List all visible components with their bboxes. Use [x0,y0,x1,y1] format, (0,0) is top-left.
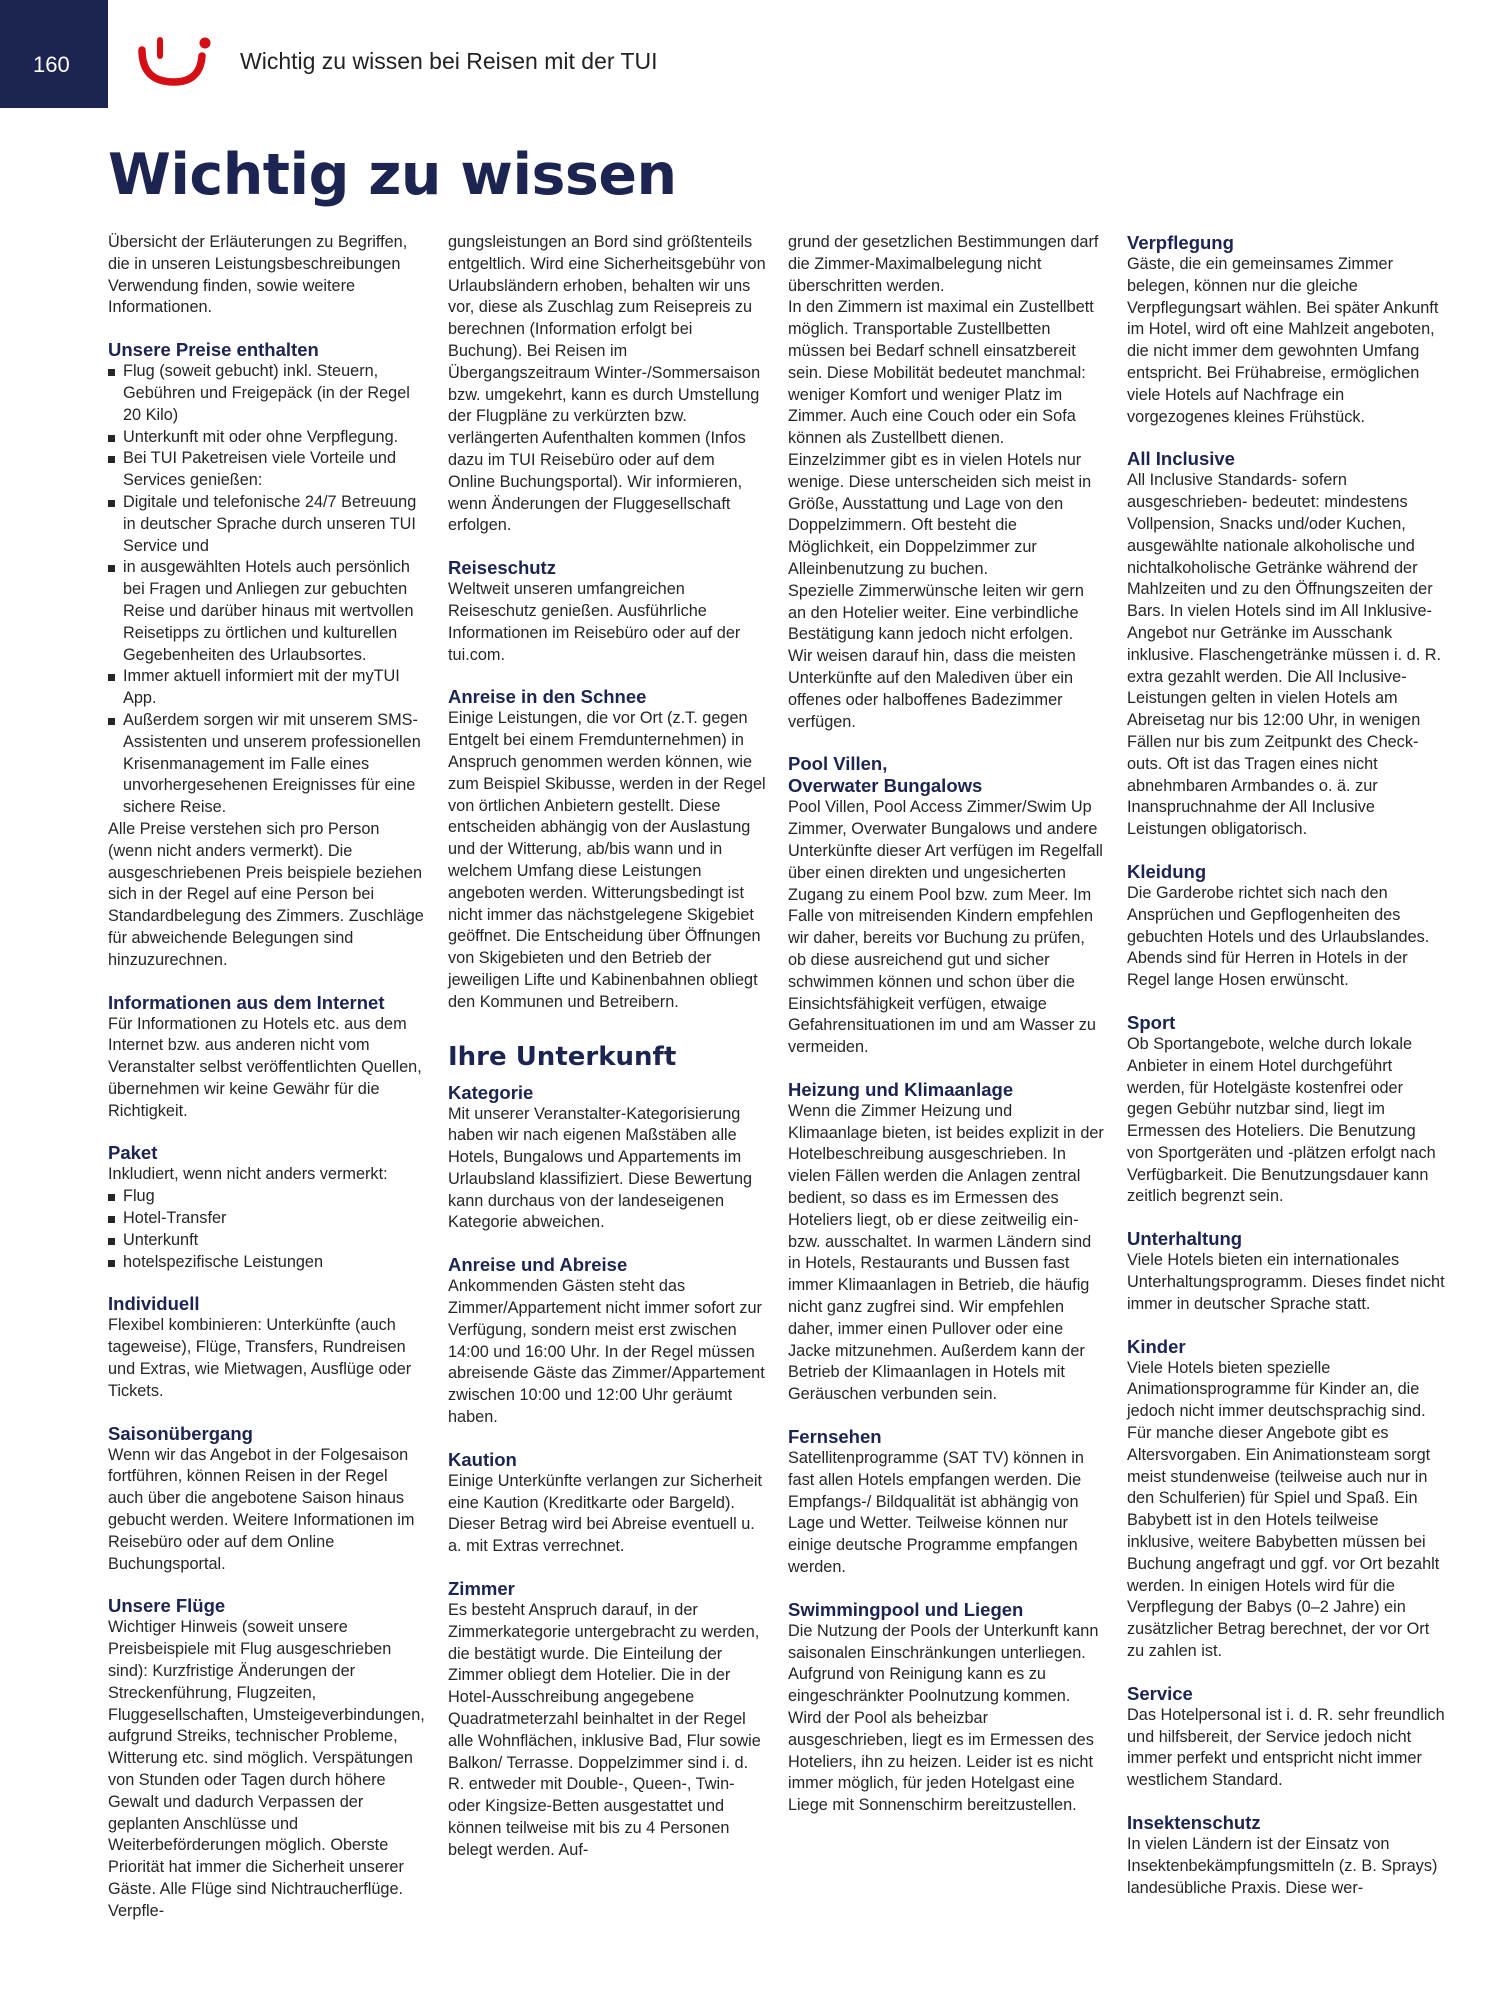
page-number: 160 [33,52,70,77]
section-text: Ankommenden Gästen steht das Zimmer/Appartement nicht immer sofort zur Verfügung, sondern meist erst zwischen 14:00 und 16:00 Uhr. In der Regel müssen abreisende Gäste das Zimmer/Appartement zwischen 10:00 und 12:00 Uhr geräumt haben. [448,1277,765,1427]
list-item: Unterkunft mit oder ohne Verpflegung. [108,427,426,449]
section-title: Kleidung [1127,860,1207,882]
list-item: Bei TUI Paketreisen viele Vorteile und Services genießen: [108,448,426,492]
section-text: Viele Hotels bieten ein internationales Unterhaltungsprogramm. Dieses findet nicht immer in deutscher Sprache statt. [1127,1251,1445,1313]
section-title: Sport [1127,1011,1176,1033]
section-pool [788,1599,1106,1817]
section-text: Alle Preise verstehen sich pro Person (wenn nicht anders vermerkt). Die ausgeschriebenen Preis beispiele beziehen sich in der Regel auf eine Person bei Standardbelegung des Zimmers. Zuschläge für abweichende Belegungen sind hinzuzurechnen. [108,819,424,969]
section-individuell [108,1293,426,1402]
section-text: Pool Villen, Pool Access Zimmer/Swim Up Zimmer, Overwater Bungalows und andere Unterkünfte dieser Art verfügen im Regelfall über einen direkten und ungesicherten Zugang zu einem Pool bzw. zum Meer. Im Falle von mitreisenden Kindern empfehlen wir daher, bereits vor Buchung zu prüfen, ob diese ausreichend gut und sicher schwimmen können und schon über die Einsichtsfähigkeit verfügen, etwaige Gefahrensituationen im und am Wasser zu vermeiden. [788,798,1103,1057]
section-heizung [788,1079,1106,1406]
section-text: Wenn wir das Angebot in der Folgesaison fortführen, können Reisen in der Regel auch über die angebotene Saison hinaus gebucht werden. Weitere Informationen im Reisebüro oder auf dem Online Buchungsportal. [108,1445,415,1573]
section-internet [108,992,426,1123]
section-text: Wir weisen darauf hin, dass die meisten Unterkünfte auf den Malediven über ein offenes oder halboffenes Badezimmer verfügen. [788,647,1076,731]
section-title: Swimmingpool und Liegen [788,1598,1024,1620]
section-text: gungsleistungen an Bord sind größtenteils entgeltlich. Wird eine Sicherheitsgebühr von Urlaubsländern erhoben, behalten wir uns vor, diese als Zuschlag zum Reisepreis zu berechnen (Information erfolgt bei Buchung). Bei Reisen im Übergangszeitraum Winter-/Sommersaison bzw. umgekehrt, kann es durch Umstellung der Flugpläne zu verkürzten bzw. verlängerten Aufenthalten kommen (Infos dazu im TUI Reisebüro oder auf dem Online Buchungsportal). Wir informieren, wenn Änderungen der Fluggesellschaft erfolgen. [448,233,766,535]
section-kinder [1127,1336,1445,1663]
list-item: in ausgewählten Hotels auch persönlich bei Fragen und Anliegen zur gebuchten Reise und darüber hinaus mit wertvollen Reisetipps zu örtlichen und kulturellen Gegebenheiten des Urlaubsortes. [108,557,426,666]
section-fluege [108,1595,426,1922]
list-item: Unterkunft [108,1230,426,1252]
section-title: Individuell [108,1293,200,1315]
section-verpflegung [1127,232,1445,428]
section-unterkunft [448,1042,766,1235]
section-schnee [448,686,766,1013]
section-title: Unterhaltung [1127,1228,1243,1250]
section-text: Das Hotelpersonal ist i. d. R. sehr freundlich und hilfsbereit, der Service jedoch nicht immer perfekt und entspricht nicht immer westlichem Standard. [1127,1705,1445,1790]
section-title: Fernsehen [788,1426,882,1448]
section-text: In den Zimmern ist maximal ein Zustellbett möglich. Transportable Zustellbetten müssen bei Bedarf schnell einsatzbereit sein. Diese Mobilität bedeutet manchmal: weniger Komfort und weniger Platz im Zimmer. Auch eine Couch oder ein Sofa können als Zustellbett dienen. [788,298,1094,448]
section-text: Es besteht Anspruch darauf, in der Zimmerkategorie untergebracht zu werden, die bestätigt wurde. Die Einteilung der Zimmer obliegt dem Hotelier. Die in der Hotel-Ausschreibung angegebene Quadratmeterzahl beinhaltet in der Regel alle Wohnflächen, inklusive Bad, Flur sowie Balkon/ Terrasse. Doppelzimmer sind i. d. R. entweder mit Double-, Queen-, Twin- oder Kingsize-Betten ausgestattet und können teilweise mit bis zu 4 Personen belegt werden. Auf- [448,1601,761,1859]
column-4 [1127,232,1445,1899]
section-title: Anreise in den Schnee [448,686,647,708]
section-sport [1127,1012,1445,1208]
section-title: Pool Villen, [788,753,888,775]
section-text: Inkludiert, wenn nicht anders vermerkt: [108,1165,388,1184]
section-title: Kategorie [448,1081,534,1103]
section-title: Unsere Flüge [108,1595,226,1617]
section-paket [108,1142,426,1273]
section-text: Die Nutzung der Pools der Unterkunft kann saisonalen Einschränkungen unterliegen. Aufgrund von Reinigung kann es zu eingeschränkter Poolnutzung kommen. Wird der Pool als beheizbar ausgeschrieben, liegt es im Ermessen des Hoteliers, ihn zu heizen. Leider ist es nicht immer möglich, für jeden Hotelgast eine Liege mit Sonnenschirm bereitzustellen. [788,1621,1099,1815]
page-title: Wichtig zu wissen [108,142,677,208]
section-title: Overwater Bungalows [788,775,983,797]
list-item: Digitale und telefonische 24/7 Betreuung in deutscher Sprache durch unseren TUI Service und [108,492,426,557]
list-item: hotelspezifische Leistungen [108,1252,426,1274]
list-item: Flug [108,1186,426,1208]
section-text: All Inclusive Standards- sofern ausgeschrieben- bedeutet: mindestens Vollpension, Snacks und/oder Kuchen, ausgewählte nationale alkoholische und nichtalkoholische Getränke während der Mahlzeiten und zu den Öffnungszeiten der Bars. In vielen Hotels sind im All Inklusive-Angebot nur Getränke im Ausschank inklusive. Flaschengetränke müssen i. d. R. extra gezahlt werden. Die All Inclusive- Leistungen gelten in vielen Hotels am Abreisetag nur bis 12:00 Uhr, in wenigen Fällen nur bis zum Zeitpunkt des Check-outs. Oft ist das Tragen eines nicht abnehmbaren Armbandes o. ä. zur Inanspruchnahme der All Inclusive Leistungen obligatorisch. [1127,471,1442,839]
section-text: Wenn die Zimmer Heizung und Klimaanlage bieten, ist beides explizit in der Hotelbeschreibung ausgeschrieben. In vielen Fällen werden die Anlagen zentral bedient, so dass es im Ermessen des Hoteliers liegt, ob er diese zeitweilig ein- bzw. ausschaltet. In warmen Ländern sind in Hotels, Restaurants und Bussen fast immer Klimaanlagen in Betrieb, die häufig nicht ganz zugfrei sind. Wir empfehlen daher, immer einen Pullover oder eine Jacke mitzunehmen. Außerdem kann der Betrieb der Klimaanlagen in Hotels mit Geräuschen verbunden sein. [788,1101,1104,1404]
section-title: Reiseschutz [448,557,556,579]
section-preise [108,339,426,971]
section-title: Kinder [1127,1335,1186,1357]
column-3 [788,232,1106,1817]
section-saison [108,1423,426,1576]
section-title: Anreise und Abreise [448,1254,628,1276]
section-text: Ob Sportangebote, welche durch lokale Anbieter in einem Hotel durchgeführt werden, für Hotelgäste kostenfrei oder gegen Gebühr nutzbar sind, liegt im Ermessen des Hoteliers. Die Benutzung von Sportgeräten und -plätzen erfolgt nach Verfügbarkeit. Die Benutzungsdauer kann zeitlich begrenzt sein. [1127,1034,1436,1206]
section-title: All Inclusive [1127,448,1235,470]
section-title: Paket [108,1142,158,1164]
list-item: Hotel-Transfer [108,1208,426,1230]
paket-list [108,1186,426,1273]
section-title: Zimmer [448,1578,515,1600]
intro-text: Übersicht der Erläuterungen zu Begriffen, die in unseren Leistungsbeschreibungen Verwendung finden, sowie weitere Informationen. [108,233,408,317]
section-text: Gäste, die ein gemeinsames Zimmer belegen, können nur die gleiche Verpflegungsart wählen. Bei später Ankunft im Hotel, wird oft eine Mahlzeit angeboten, die nicht immer dem gewohnten Umfang entspricht. Bei Frühabreise, ermöglichen viele Hotels auf Nachfrage ein vorgezogenes kleines Frühstück. [1127,255,1439,426]
section-title: Verpflegung [1127,232,1234,253]
list-item: Außerdem sorgen wir mit unserem SMS-Assistenten und unserem professionellen Krisenmanagement im Falle eines unvorhergesehenen Ereignisses für eine sichere Reise. [108,710,426,819]
section-text: Flexibel kombinieren: Unterkünfte (auch tageweise), Flüge, Transfers, Rundreisen und Extras, wie Mietwagen, Ausflüge oder Tickets. [108,1316,412,1400]
section-anreise [448,1254,766,1429]
header-title: Wichtig zu wissen bei Reisen mit der TUI [240,48,658,74]
section-title: Informationen aus dem Internet [108,991,385,1013]
section-title: Kaution [448,1448,517,1470]
preise-list [108,361,426,819]
section-text: Für Informationen zu Hotels etc. aus dem Internet bzw. aus anderen nicht vom Veranstalter selbst veröffentlichten Quellen, übernehmen wir keine Gewähr für die Richtigkeit. [108,1014,422,1120]
section-title: Insektenschutz [1127,1812,1261,1834]
section-all-inclusive [1127,448,1445,841]
section-text: In vielen Ländern ist der Einsatz von Insektenbekämpfungsmitteln (z. B. Sprays) landesübliche Praxis. Diese wer- [1127,1835,1438,1897]
section-title: Service [1127,1682,1193,1704]
list-item: Immer aktuell informiert mit der myTUI App. [108,666,426,710]
subheading: Ihre Unterkunft [448,1041,677,1072]
section-text: Mit unserer Veranstalter-Kategorisierung haben wir nach eigenen Maßstäben alle Hotels, Bungalows und Appartements im Urlaubsland klassifiziert. Diese Bewertung kann durchaus von der landeseigenen Kategorie abweichen. [448,1104,753,1232]
section-text: Wichtiger Hinweis (soweit unsere Preisbeispiele mit Flug ausgeschrieben sind): Kurzfristige Änderungen der Streckenführung, Flugzeiten, Fluggesellschaften, Umsteigeverbindungen, aufgrund Streiks, technischer Probleme, Witterung etc. sind möglich. Verspätungen von Stunden oder Tagen durch höhere Gewalt und dadurch Verpassen der geplanten Anschlüsse und Weiterbeförderungen möglich. Oberste Priorität hat immer die Sicherheit unserer Gäste. Alle Flüge sind Nichtraucherflüge. Verpfle- [108,1618,425,1920]
column-1 [108,232,426,1923]
section-text: grund der gesetzlichen Bestimmungen darf die Zimmer-Maximalbelegung nicht überschritten werden. [788,233,1099,295]
section-pool-villen [788,753,1106,1059]
section-text: Spezielle Zimmerwünsche leiten wir gern an den Hotelier weiter. Eine verbindliche Bestätigung kann jedoch nicht erfolgen. [788,581,1084,644]
section-fernsehen [788,1426,1106,1579]
section-zimmer [448,1578,766,1862]
section-kleidung [1127,861,1445,992]
section-text: Viele Hotels bieten spezielle Animationsprogramme für Kinder an, die jedoch nicht immer deutschsprachig sind. Für manche dieser Angebote gibt es Altersvorgaben. Ein Animationsteam sorgt meist stundenweise (teilweise auch nur in den Schulferien) für Spiel und Spaß. Ein Babybett ist in den Hotels teilweise inklusive, weitere Babybetten müssen bei Buchung angefragt und ggf. vor Ort bezahlt werden. In einigen Hotels wird für die Verpflegung der Babys (0–2 Jahre) ein zusätzlicher Betrag berechnet, der vor Ort zu zahlen ist. [1127,1358,1440,1661]
section-text: Einige Leistungen, die vor Ort (z.T. gegen Entgelt bei einem Fremdunternehmen) in Anspruch genommen werden können, wie zum Beispiel Skibusse, werden in der Regel von örtlichen Anbietern gestellt. Diese entscheiden abhängig von der Auslastung und der Witterung, ab/bis wann und in welchem Umfang diese Leistungen angeboten werden. Witterungsbedingt ist nicht immer das nächstgelegene Skigebiet geöffnet. Die Entscheidung über Öffnungen von Skigebieten und den Betrieb der jeweiligen Lifte und Kabinenbahnen obliegt den Kommunen und Betreibern. [448,709,766,1011]
section-title: Heizung und Klimaanlage [788,1078,1014,1100]
section-unterhaltung [1127,1228,1445,1315]
section-reiseschutz [448,557,766,666]
section-text: Einige Unterkünfte verlangen zur Sicherheit eine Kaution (Kreditkarte oder Bargeld). Dieser Betrag wird bei Abreise eventuell u. a. mit Extras verrechnet. [448,1471,763,1556]
section-text: Die Garderobe richtet sich nach den Ansprüchen und Gepflogenheiten des gebuchten Hotels und des Urlaubslandes. Abends sind für Herren in Hotels in der Regel lange Hosen erwünscht. [1127,883,1430,990]
section-text: Satellitenprogramme (SAT TV) können in fast allen Hotels empfangen werden. Die Empfangs-/ Bildqualität ist abhängig von Lage und Wetter. Teilweise können nur einige deutsche Programme empfangen werden. [788,1449,1084,1577]
section-title: Unsere Preise enthalten [108,339,319,361]
page-number-box [0,0,108,108]
section-text: Einzelzimmer gibt es in vielen Hotels nur wenige. Diese unterscheiden sich meist in Größe, Ausstattung und Lage von den Doppelzimmern. Oft besteht die Möglichkeit, ein Doppelzimmer zur Alleinbenutzung zu buchen. [788,450,1092,578]
section-text: Weltweit unseren umfangreichen Reiseschutz genießen. Ausführliche Informationen im Reisebüro oder auf der tui.com. [448,580,741,664]
section-kaution [448,1449,766,1558]
list-item: Flug (soweit gebucht) inkl. Steuern, Gebühren und Freigepäck (in der Regel 20 Kilo) [108,361,426,426]
tui-smile-logo-icon [138,36,214,90]
column-2 [448,232,766,1862]
section-title: Saisonübergang [108,1422,253,1444]
section-insektenschutz [1127,1812,1445,1899]
section-service [1127,1683,1445,1792]
